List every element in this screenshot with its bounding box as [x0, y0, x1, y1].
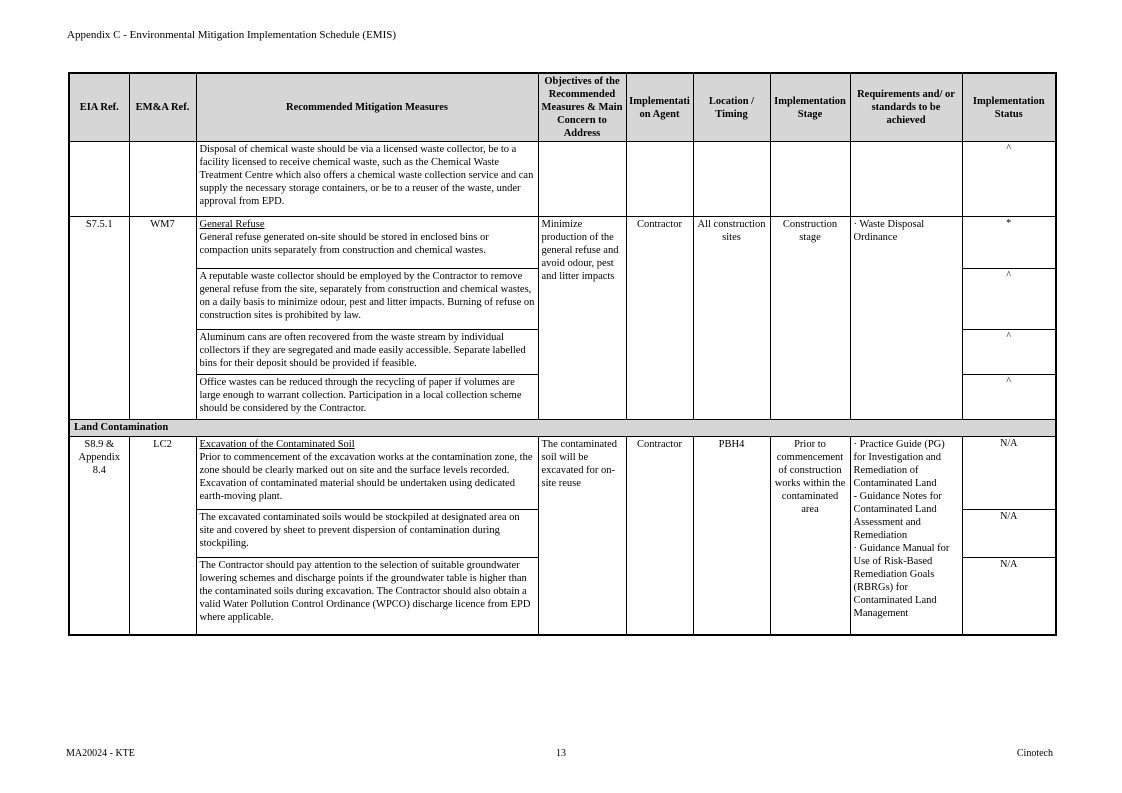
requirement-item: · Waste Disposal Ordinance — [853, 219, 925, 244]
requirements-cell — [850, 142, 962, 217]
location-cell: All construction sites — [693, 217, 770, 420]
stage-cell — [770, 142, 850, 217]
measure-cell: A reputable waste collector should be employed by the Contractor to remove general refuse from the site, separately from construction and chemical wastes, on a daily basis to minimize odour, pest and litter impacts. Burning of refuse on construction sites is prohibited by law. — [196, 269, 538, 330]
status-cell: N/A — [962, 558, 1056, 635]
section-header-label: Land Contamination — [69, 420, 1056, 437]
column-header-location: Location / Timing — [693, 73, 770, 142]
requirements-cell — [850, 217, 962, 420]
requirement-item: · Practice Guide (PG) for Investigation and Remediation of Contaminated Land — [853, 439, 945, 490]
measure-title: General Refuse — [199, 219, 265, 231]
column-header-eia-ref: EIA Ref. — [69, 73, 129, 142]
requirements-cell — [850, 437, 962, 635]
footer-company-name: Cinotech — [1016, 748, 1053, 759]
objectives-cell: The contaminated soil will be excavated for on-site reuse — [538, 437, 626, 635]
column-header-status: Implementation Status — [962, 73, 1056, 142]
ema-ref-cell: WM7 — [129, 217, 196, 420]
objectives-cell: Minimize production of the general refuse and avoid odour, pest and litter impacts — [538, 217, 626, 420]
column-header-requirements: Requirements and/ or standards to be achieved — [850, 73, 962, 142]
status-cell: ^ — [962, 142, 1056, 217]
page-title: Appendix C - Environmental Mitigation Implementation Schedule (EMIS) — [67, 29, 397, 41]
location-cell: PBH4 — [693, 437, 770, 635]
agent-cell: Contractor — [626, 437, 693, 635]
requirement-item: · Guidance Manual for Use of Risk-Based Remediation Goals (RBRGs) for Contaminated Land Management — [853, 543, 950, 620]
eia-ref-cell: S7.5.1 — [69, 217, 129, 420]
measure-cell: Office wastes can be reduced through the recycling of paper if volumes are large enough to warrant collection. Participation in a local collection scheme should be considered by the Contractor. — [196, 375, 538, 420]
column-header-stage: Implementation Stage — [770, 73, 850, 142]
column-header-ema-ref: EM&A Ref. — [129, 73, 196, 142]
measure-cell — [196, 217, 538, 269]
objectives-cell — [538, 142, 626, 217]
emis-table — [68, 72, 1057, 636]
column-header-agent: Implementation Agent — [626, 73, 693, 142]
measure-cell: The excavated contaminated soils would be stockpiled at designated area on site and covered by sheet to prevent dispersion of contamination during stockpiling. — [196, 510, 538, 558]
section-header-row — [69, 420, 1056, 437]
eia-ref-cell — [69, 142, 129, 217]
measure-cell — [196, 437, 538, 510]
table-row-continuation — [69, 142, 1056, 217]
table-row-lc2-1 — [69, 437, 1056, 510]
status-cell: * — [962, 217, 1056, 269]
status-cell: ^ — [962, 375, 1056, 420]
eia-ref-cell: S8.9 & Appendix 8.4 — [69, 437, 129, 635]
stage-cell: Construction stage — [770, 217, 850, 420]
agent-cell: Contractor — [626, 217, 693, 420]
status-cell: ^ — [962, 330, 1056, 375]
table-row-wm7-1 — [69, 217, 1056, 269]
measure-text: General refuse generated on-site should be stored in enclosed bins or compaction units separately from construction and chemical wastes. — [199, 232, 489, 257]
column-header-objectives: Objectives of the Recommended Measures & Main Concern to Address — [538, 73, 626, 142]
column-header-measures: Recommended Mitigation Measures — [196, 73, 538, 142]
measure-cell: Aluminum cans are often recovered from the waste stream by individual collectors if they are segregated and made easily accessible. Separate labelled bins for their deposit should be provided if feasible. — [196, 330, 538, 375]
measure-cell: Disposal of chemical waste should be via a licensed waste collector, be to a facility licensed to receive chemical waste, such as the Chemical Waste Treatment Centre which also offers a chemical waste collection service and can supply the necessary storage containers, or be to a reuser of the waste, under approval from EPD. — [196, 142, 538, 217]
stage-cell: Prior to commencement of construction works within the contaminated area — [770, 437, 850, 635]
footer-page-number: 13 — [556, 748, 566, 759]
agent-cell — [626, 142, 693, 217]
status-cell: ^ — [962, 269, 1056, 330]
measure-cell: The Contractor should pay attention to the selection of suitable groundwater lowering schemes and discharge points if the groundwater table is higher than the contaminated soils during excavation. The Contractor should also obtain a valid Water Pollution Control Ordinance (WPCO) discharge licence from EPD where applicable. — [196, 558, 538, 635]
measure-text: Prior to commencement of the excavation works at the contamination zone, the zone should be clearly marked out on site and the surface levels recorded. Excavation of contaminated material should be undertaken using dedicated earth-moving plant. — [199, 452, 533, 503]
ema-ref-cell: LC2 — [129, 437, 196, 635]
measure-title: Excavation of the Contaminated Soil — [199, 439, 355, 451]
ema-ref-cell — [129, 142, 196, 217]
footer-project-ref: MA20024 - KTE — [66, 748, 135, 759]
status-cell: N/A — [962, 437, 1056, 510]
location-cell — [693, 142, 770, 217]
requirement-item: - Guidance Notes for Contaminated Land Assessment and Remediation — [853, 491, 942, 542]
status-cell: N/A — [962, 510, 1056, 558]
header-row — [69, 73, 1056, 142]
